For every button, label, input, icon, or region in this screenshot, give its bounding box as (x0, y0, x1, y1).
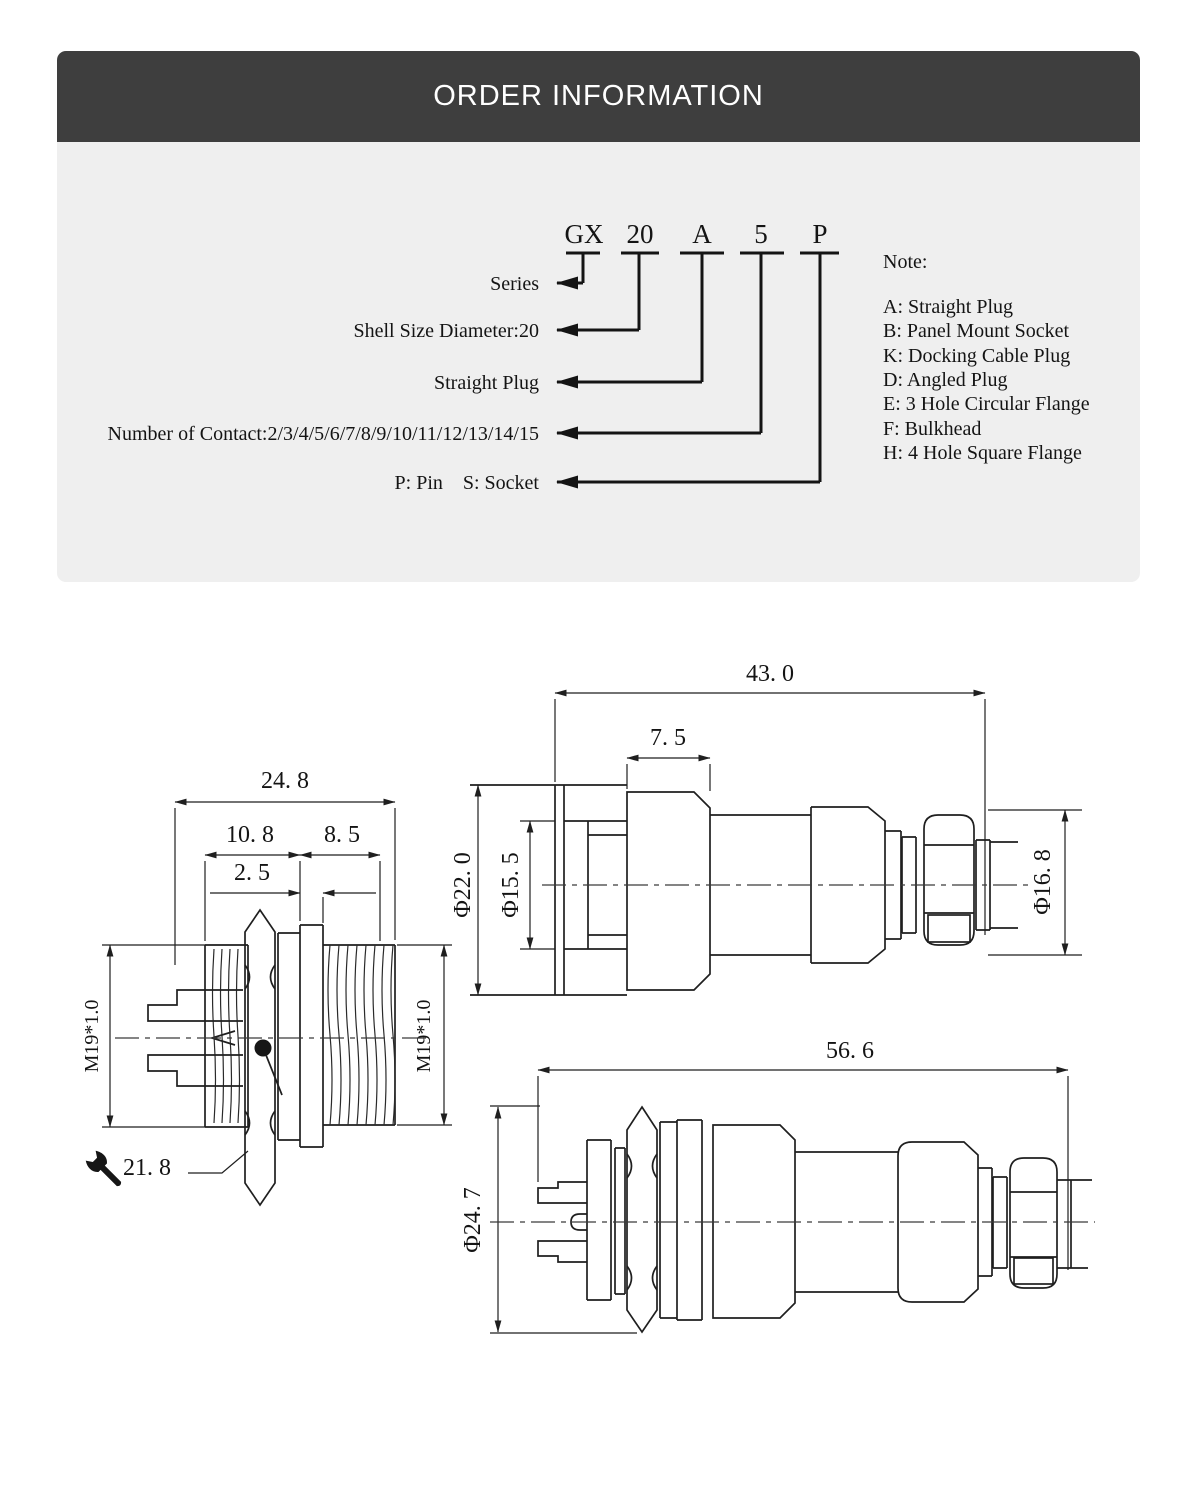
note-item-a: A: Straight Plug (883, 296, 1014, 318)
solder-dot (255, 1040, 272, 1057)
dim-thread-spec-right: M19*1.0 (413, 999, 435, 1073)
mated-washers (660, 1120, 702, 1320)
code-part-style: A (692, 219, 712, 249)
note-item-b: B: Panel Mount Socket (883, 320, 1070, 342)
clamp-screw-hatch (928, 915, 970, 942)
mated-hex-nut (627, 1107, 657, 1332)
note-item-k: K: Docking Cable Plug (883, 345, 1071, 367)
code-part-gender: P (812, 219, 828, 249)
plug-cable-clamp (902, 815, 1018, 945)
ext-lines-75 (627, 764, 710, 791)
dim-mated-overall-length: 56. 6 (826, 1038, 874, 1064)
socket-rear-shell (205, 945, 248, 1127)
mated-clamp-screw-hatch (1014, 1258, 1053, 1284)
socket-thread-section (323, 945, 395, 1125)
plug-knurl-nut (627, 792, 710, 990)
note-item-h: H: 4 Hole Square Flange (883, 442, 1082, 464)
label-pin-socket: P: Pin S: Socket (394, 472, 539, 494)
mated-cable-clamp (993, 1158, 1092, 1288)
nut-size-leader (188, 1151, 248, 1173)
dim-socket-thread-length: 8. 5 (324, 822, 360, 848)
solder-dot-leader (266, 1055, 282, 1095)
ordering-code-diagram (57, 142, 1140, 582)
mated-pair-drawing (430, 1030, 1200, 1360)
ext-lines-m19-left (102, 945, 205, 1127)
note-item-f: F: Bulkhead (883, 418, 982, 440)
dim-socket-overall-depth: 24. 8 (261, 768, 309, 794)
code-part-size: 20 (626, 219, 654, 249)
plug-rear-body (470, 785, 627, 995)
label-plug-style: Straight Plug (433, 372, 539, 394)
ext-lines-108-85 (205, 861, 380, 941)
dim-thread-spec-left: M19*1.0 (81, 999, 103, 1073)
label-contact-count: Number of Contact:2/3/4/5/6/7/8/9/10/11/12/13/14/15 (107, 423, 539, 445)
dim-socket-rear-depth: 10. 8 (226, 822, 274, 848)
socket-hex-nut (245, 910, 275, 1205)
note-title: Note: (883, 251, 928, 273)
page-title: ORDER INFORMATION (433, 80, 764, 112)
code-part-contacts: 5 (754, 219, 768, 249)
ext-lines-43 (555, 699, 985, 935)
note-block (883, 251, 1090, 464)
dim-plug-tail-diameter: Φ16. 8 (1030, 849, 1056, 915)
order-information-header (57, 51, 1140, 142)
note-item-d: D: Angled Plug (883, 369, 1008, 391)
dim-plug-body-diameter: Φ22. 0 (450, 852, 476, 918)
socket-washers (278, 925, 323, 1147)
code-drop-lines (583, 253, 820, 482)
label-shell-size: Shell Size Diameter:20 (353, 320, 539, 342)
dim-plug-bore-diameter: Φ15. 5 (498, 852, 524, 918)
note-item-e: E: 3 Hole Circular Flange (883, 393, 1090, 415)
panel-socket-drawing (60, 755, 460, 1290)
ext-lines-248 (175, 808, 395, 965)
dim-plug-overall-length: 43. 0 (746, 661, 794, 687)
mated-socket-insulator (587, 1140, 625, 1300)
label-series: Series (490, 273, 539, 295)
straight-plug-drawing (430, 645, 1100, 1025)
wrench-icon (84, 1149, 128, 1193)
dim-mated-flange-diameter: Φ24. 7 (460, 1187, 486, 1253)
ext-lines-566 (538, 1076, 1068, 1270)
code-part-series: GX (564, 219, 604, 249)
dim-plug-knurl-width: 7. 5 (650, 725, 686, 751)
order-info-panel (57, 142, 1140, 582)
dim-socket-washer-thickness: 2. 5 (234, 860, 270, 886)
dim-socket-nut-size: 21. 8 (123, 1155, 171, 1181)
